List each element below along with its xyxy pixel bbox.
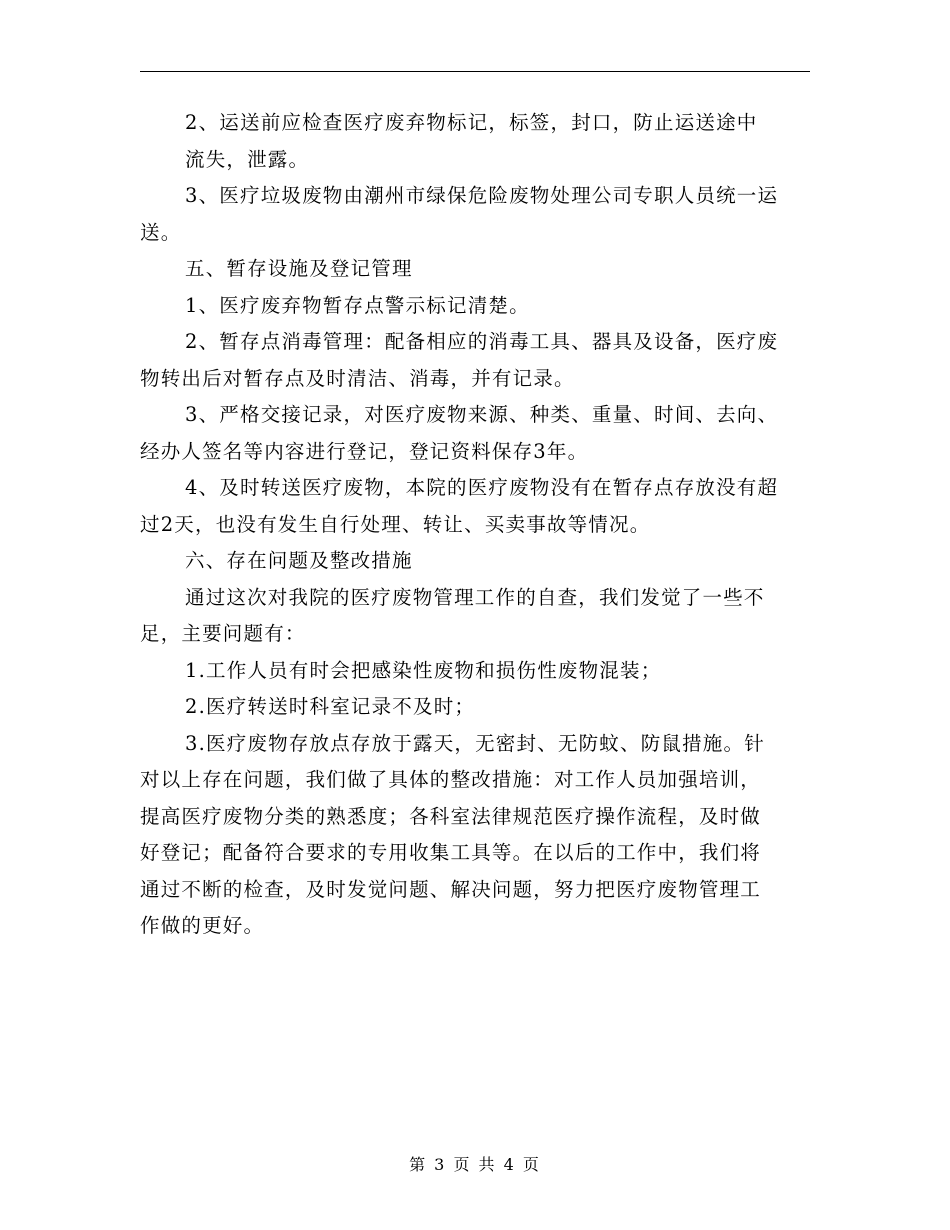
- text-line: 经办人签名等内容进行登记，登记资料保存3年。: [140, 439, 589, 463]
- text-line: 3.医疗废物存放点存放于露天，无密封、无防蚊、防鼠措施。针: [185, 731, 765, 755]
- text-line: 流失，泄露。: [185, 147, 310, 171]
- text-line: 4、及时转送医疗废物，本院的医疗废物没有在暂存点存放没有超: [185, 476, 779, 499]
- text-line: 过2天，也没有发生自行处理、转让、买卖事故等情况。: [140, 512, 651, 536]
- text-line: 好登记；配备符合要求的专用收集工具等。在以后的工作中，我们将: [140, 841, 762, 864]
- text-line: 通过这次对我院的医疗废物管理工作的自查，我们发觉了一些不: [185, 585, 765, 609]
- text-line: 3、医疗垃圾废物由潮州市绿保危险废物处理公司专职人员统一运: [185, 184, 779, 207]
- text-line: 提高医疗废物分类的熟悉度；各科室法律规范医疗操作流程，及时做: [140, 804, 762, 828]
- text-line: 2.医疗转送时科室记录不及时；: [185, 695, 476, 718]
- text-line: 五、暂存设施及登记管理: [185, 257, 413, 280]
- text-line: 2、暂存点消毒管理：配备相应的消毒工具、器具及设备，医疗废: [185, 330, 779, 353]
- text-line: 作做的更好。: [140, 914, 265, 937]
- text-line: 六、存在问题及整改措施: [185, 549, 413, 572]
- text-line: 1.工作人员有时会把感染性废物和损伤性废物混装；: [185, 658, 662, 682]
- text-line: 2、运送前应检查医疗废弃物标记，标签，封口，防止运送途中: [185, 111, 758, 134]
- text-line: 对以上存在问题，我们做了具体的整改措施：对工作人员加强培训，: [140, 768, 762, 791]
- text-line: 1、医疗废弃物暂存点警示标记清楚。: [185, 293, 530, 317]
- text-line: 通过不断的检查，及时发觉问题、解决问题，努力把医疗废物管理工: [140, 877, 762, 901]
- text-line: 物转出后对暂存点及时清洁、消毒，并有记录。: [140, 366, 575, 390]
- page-footer: 第 3 页 共 4 页: [409, 1155, 541, 1174]
- text-line: 送。: [140, 220, 182, 244]
- header-rule: [140, 71, 810, 72]
- text-line: 3、严格交接记录，对医疗废物来源、种类、重量、时间、去向、: [185, 403, 779, 426]
- document-body: [140, 105, 810, 945]
- text-line: 足，主要问题有：: [140, 622, 306, 645]
